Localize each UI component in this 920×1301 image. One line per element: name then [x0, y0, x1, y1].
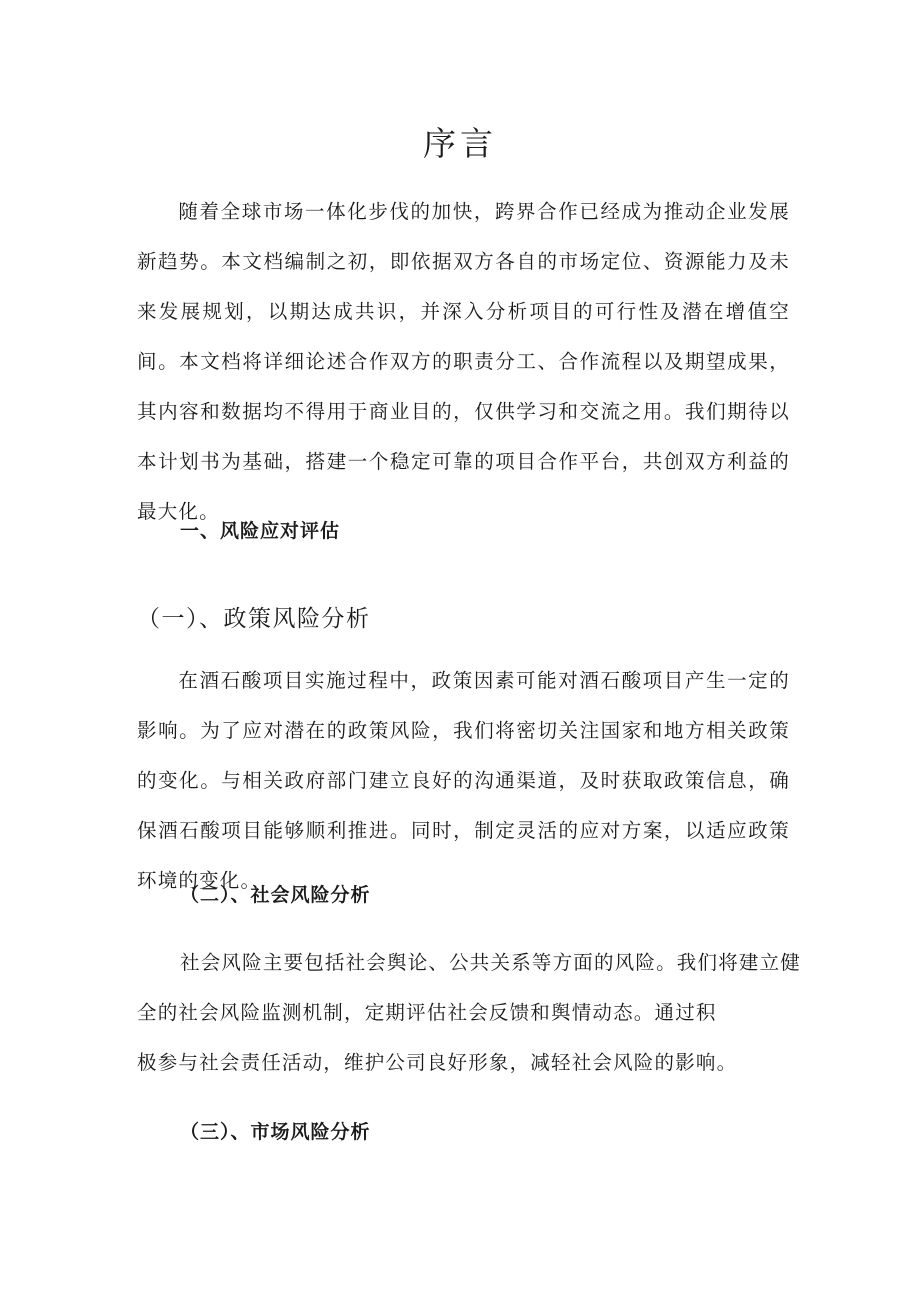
subsection-heading-policy-risk: （一）、政策风险分析	[137, 606, 371, 632]
policy-risk-paragraph	[137, 656, 790, 906]
preface-text: 随着全球市场一体化步伐的加快，跨界合作已经成为推动企业发展新趋势。本文档编制之初，即依据双方各自的市场定位、资源能力及未来发展规划，以期达成共识，并深入分析项目的可行性及潜在增值空间。本文档将详细论述合作双方的职责分工、合作流程以及期望成果，其内容和数据均不得用于商业目的，仅供学习和交流之用。我们期待以本计划书为基础，搭建一个稳定可靠的项目合作平台，共创双方利益的最大化。	[137, 200, 790, 523]
social-risk-line-1: 社会风险主要包括社会舆论、公共关系等方面的风险。我们将建立健	[180, 951, 802, 974]
section-heading-risk-assessment: 一、风险应对评估	[180, 520, 341, 542]
preface-paragraph	[137, 187, 790, 537]
policy-risk-text: 在酒石酸项目实施过程中，政策因素可能对酒石酸项目产生一定的影响。为了应对潜在的政策风险，我们将密切关注国家和地方相关政策的变化。与相关政府部门建立良好的沟通渠道，及时获取政策信息，确保酒石酸项目能够顺利推进。同时，制定灵活的应对方案，以适应政策环境的变化。	[137, 669, 790, 892]
social-risk-line-2: 全的社会风险监测机制，定期评估社会反馈和舆情动态。通过积	[137, 1001, 717, 1024]
subsection-heading-market-risk: （三）、市场风险分析	[180, 1121, 371, 1143]
social-risk-line-3: 极参与社会责任活动，维护公司良好形象，减轻社会风险的影响。	[137, 1051, 738, 1074]
subsection-heading-social-risk: （二）、社会风险分析	[180, 884, 371, 906]
page-title: 序言	[423, 124, 497, 163]
